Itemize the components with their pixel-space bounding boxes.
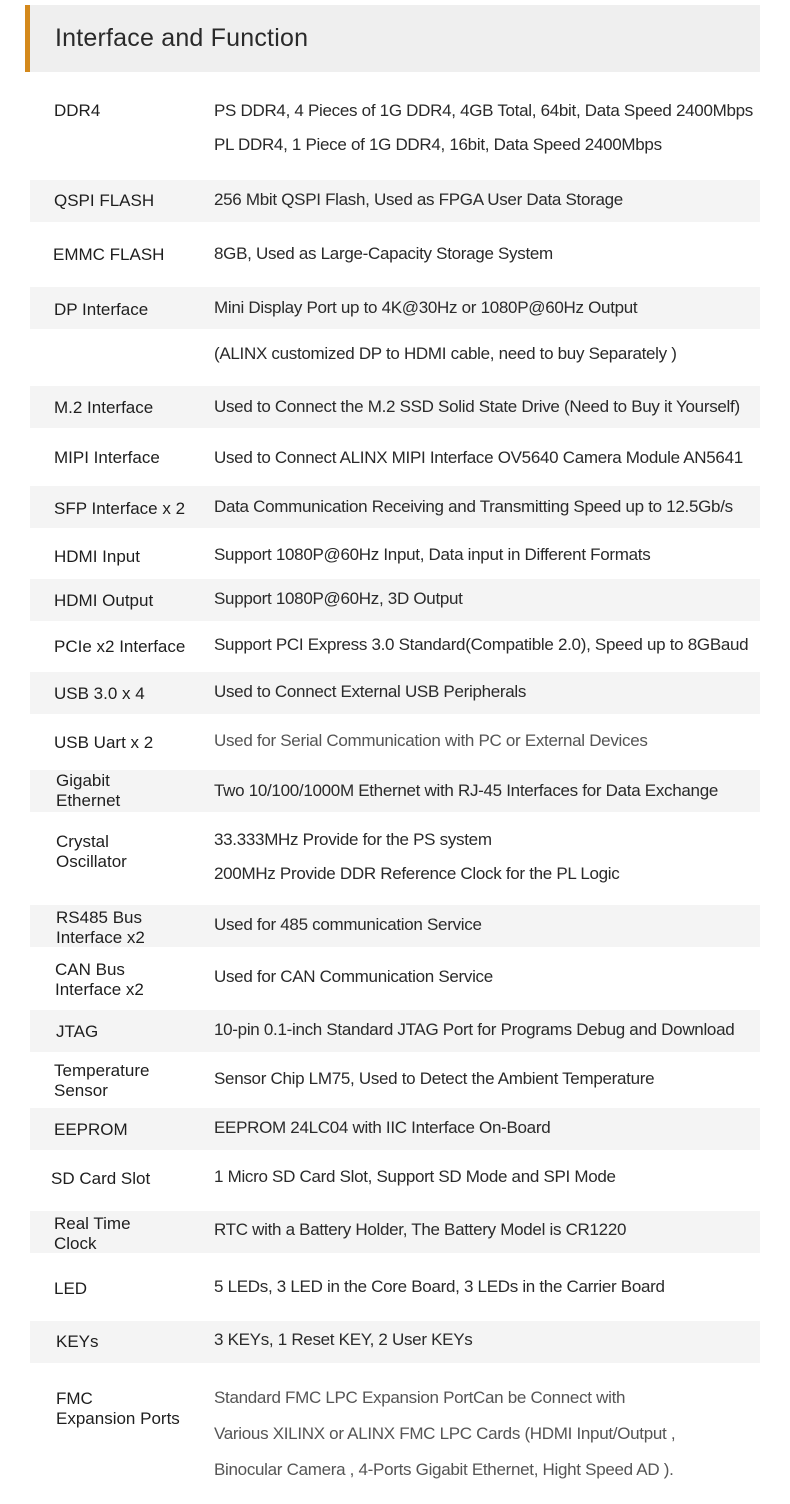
row-desc: Used to Connect ALINX MIPI Interface OV5640 Camera Module AN5641: [214, 448, 743, 467]
header-accent-bar: [25, 5, 30, 72]
row-label: SFP Interface x 2: [54, 499, 186, 518]
row-label: SD Card Slot: [51, 1169, 151, 1188]
row-desc: Used to Connect External USB Peripherals: [214, 682, 527, 701]
row-label: USB 3.0 x 4: [54, 684, 145, 703]
row-desc: 33.333MHz Provide for the PS system: [214, 830, 492, 849]
row-desc: Various XILINX or ALINX FMC LPC Cards (HDMI Input/Output ,: [214, 1424, 676, 1443]
row-label: Real Time: [54, 1214, 131, 1233]
row-desc: PL DDR4, 1 Piece of 1G DDR4, 16bit, Data Speed 2400Mbps: [214, 135, 662, 154]
row-label: CAN Bus: [55, 960, 125, 979]
row-label: HDMI Input: [54, 547, 140, 566]
row-desc: 256 Mbit QSPI Flash, Used as FPGA User Data Storage: [214, 190, 623, 209]
row-label: QSPI FLASH: [54, 191, 155, 210]
row-desc: Used for Serial Communication with PC or External Devices: [214, 731, 648, 750]
row-label: EEPROM: [54, 1120, 128, 1139]
row-desc: PS DDR4, 4 Pieces of 1G DDR4, 4GB Total, 64bit, Data Speed 2400Mbps: [214, 101, 753, 120]
row-label: Gigabit: [56, 771, 110, 790]
row-label: DDR4: [54, 101, 101, 120]
row-label: Sensor: [54, 1081, 108, 1100]
row-desc: Support PCI Express 3.0 Standard(Compatible 2.0), Speed up to 8GBaud: [214, 635, 749, 654]
row-label: Crystal: [56, 832, 109, 851]
row-desc: Data Communication Receiving and Transmitting Speed up to 12.5Gb/s: [214, 497, 733, 516]
row-desc: Two 10/100/1000M Ethernet with RJ-45 Interfaces for Data Exchange: [214, 781, 719, 800]
row-label: M.2 Interface: [54, 398, 154, 417]
row-desc: Sensor Chip LM75, Used to Detect the Ambient Temperature: [214, 1069, 655, 1088]
row-label: KEYs: [56, 1332, 99, 1351]
row-desc: Standard FMC LPC Expansion PortCan be Connect with: [214, 1388, 626, 1407]
row-label: LED: [54, 1279, 88, 1298]
section-header: [25, 5, 760, 72]
row-label: USB Uart x 2: [54, 733, 154, 752]
row-desc: 3 KEYs, 1 Reset KEY, 2 User KEYs: [214, 1330, 473, 1349]
row-label: EMMC FLASH: [53, 245, 165, 264]
row-desc: Used to Connect the M.2 SSD Solid State Drive (Need to Buy it Yourself): [214, 397, 740, 416]
row-desc: Binocular Camera , 4-Ports Gigabit Ethernet, Hight Speed AD ).: [214, 1460, 674, 1479]
row-label: Interface x2: [56, 928, 145, 947]
row-label: Interface x2: [55, 980, 144, 999]
row-label: Expansion Ports: [56, 1409, 180, 1428]
row-label: MIPI Interface: [54, 448, 160, 467]
row-desc: 1 Micro SD Card Slot, Support SD Mode and SPI Mode: [214, 1167, 616, 1186]
row-label: Temperature: [54, 1061, 150, 1080]
row-label: Ethernet: [56, 791, 121, 810]
row-desc: RTC with a Battery Holder, The Battery Model is CR1220: [214, 1220, 627, 1239]
row-label: HDMI Output: [54, 591, 154, 610]
row-label: Clock: [54, 1234, 97, 1253]
row-label: FMC: [56, 1389, 93, 1408]
row-label: PCIe x2 Interface: [54, 637, 186, 656]
row-label: Oscillator: [56, 852, 127, 871]
row-desc: 8GB, Used as Large-Capacity Storage System: [214, 244, 553, 263]
row-desc: Mini Display Port up to 4K@30Hz or 1080P@60Hz Output: [214, 298, 638, 317]
row-label: JTAG: [56, 1022, 99, 1041]
row-desc: EEPROM 24LC04 with IIC Interface On-Board: [214, 1118, 551, 1137]
row-desc: 10-pin 0.1-inch Standard JTAG Port for Programs Debug and Download: [214, 1020, 735, 1039]
row-desc: 5 LEDs, 3 LED in the Core Board, 3 LEDs in the Carrier Board: [214, 1277, 665, 1296]
row-desc: Used for 485 communication Service: [214, 915, 482, 934]
page-title: Interface and Function: [55, 24, 309, 52]
row-label: DP Interface: [54, 300, 149, 319]
row-desc: (ALINX customized DP to HDMI cable, need to buy Separately ): [214, 344, 677, 363]
row-desc: Support 1080P@60Hz, 3D Output: [214, 589, 463, 608]
row-desc: Support 1080P@60Hz Input, Data input in Different Formats: [214, 545, 651, 564]
row-label: RS485 Bus: [56, 908, 142, 927]
row-desc: Used for CAN Communication Service: [214, 967, 493, 986]
row-desc: 200MHz Provide DDR Reference Clock for the PL Logic: [214, 864, 620, 883]
